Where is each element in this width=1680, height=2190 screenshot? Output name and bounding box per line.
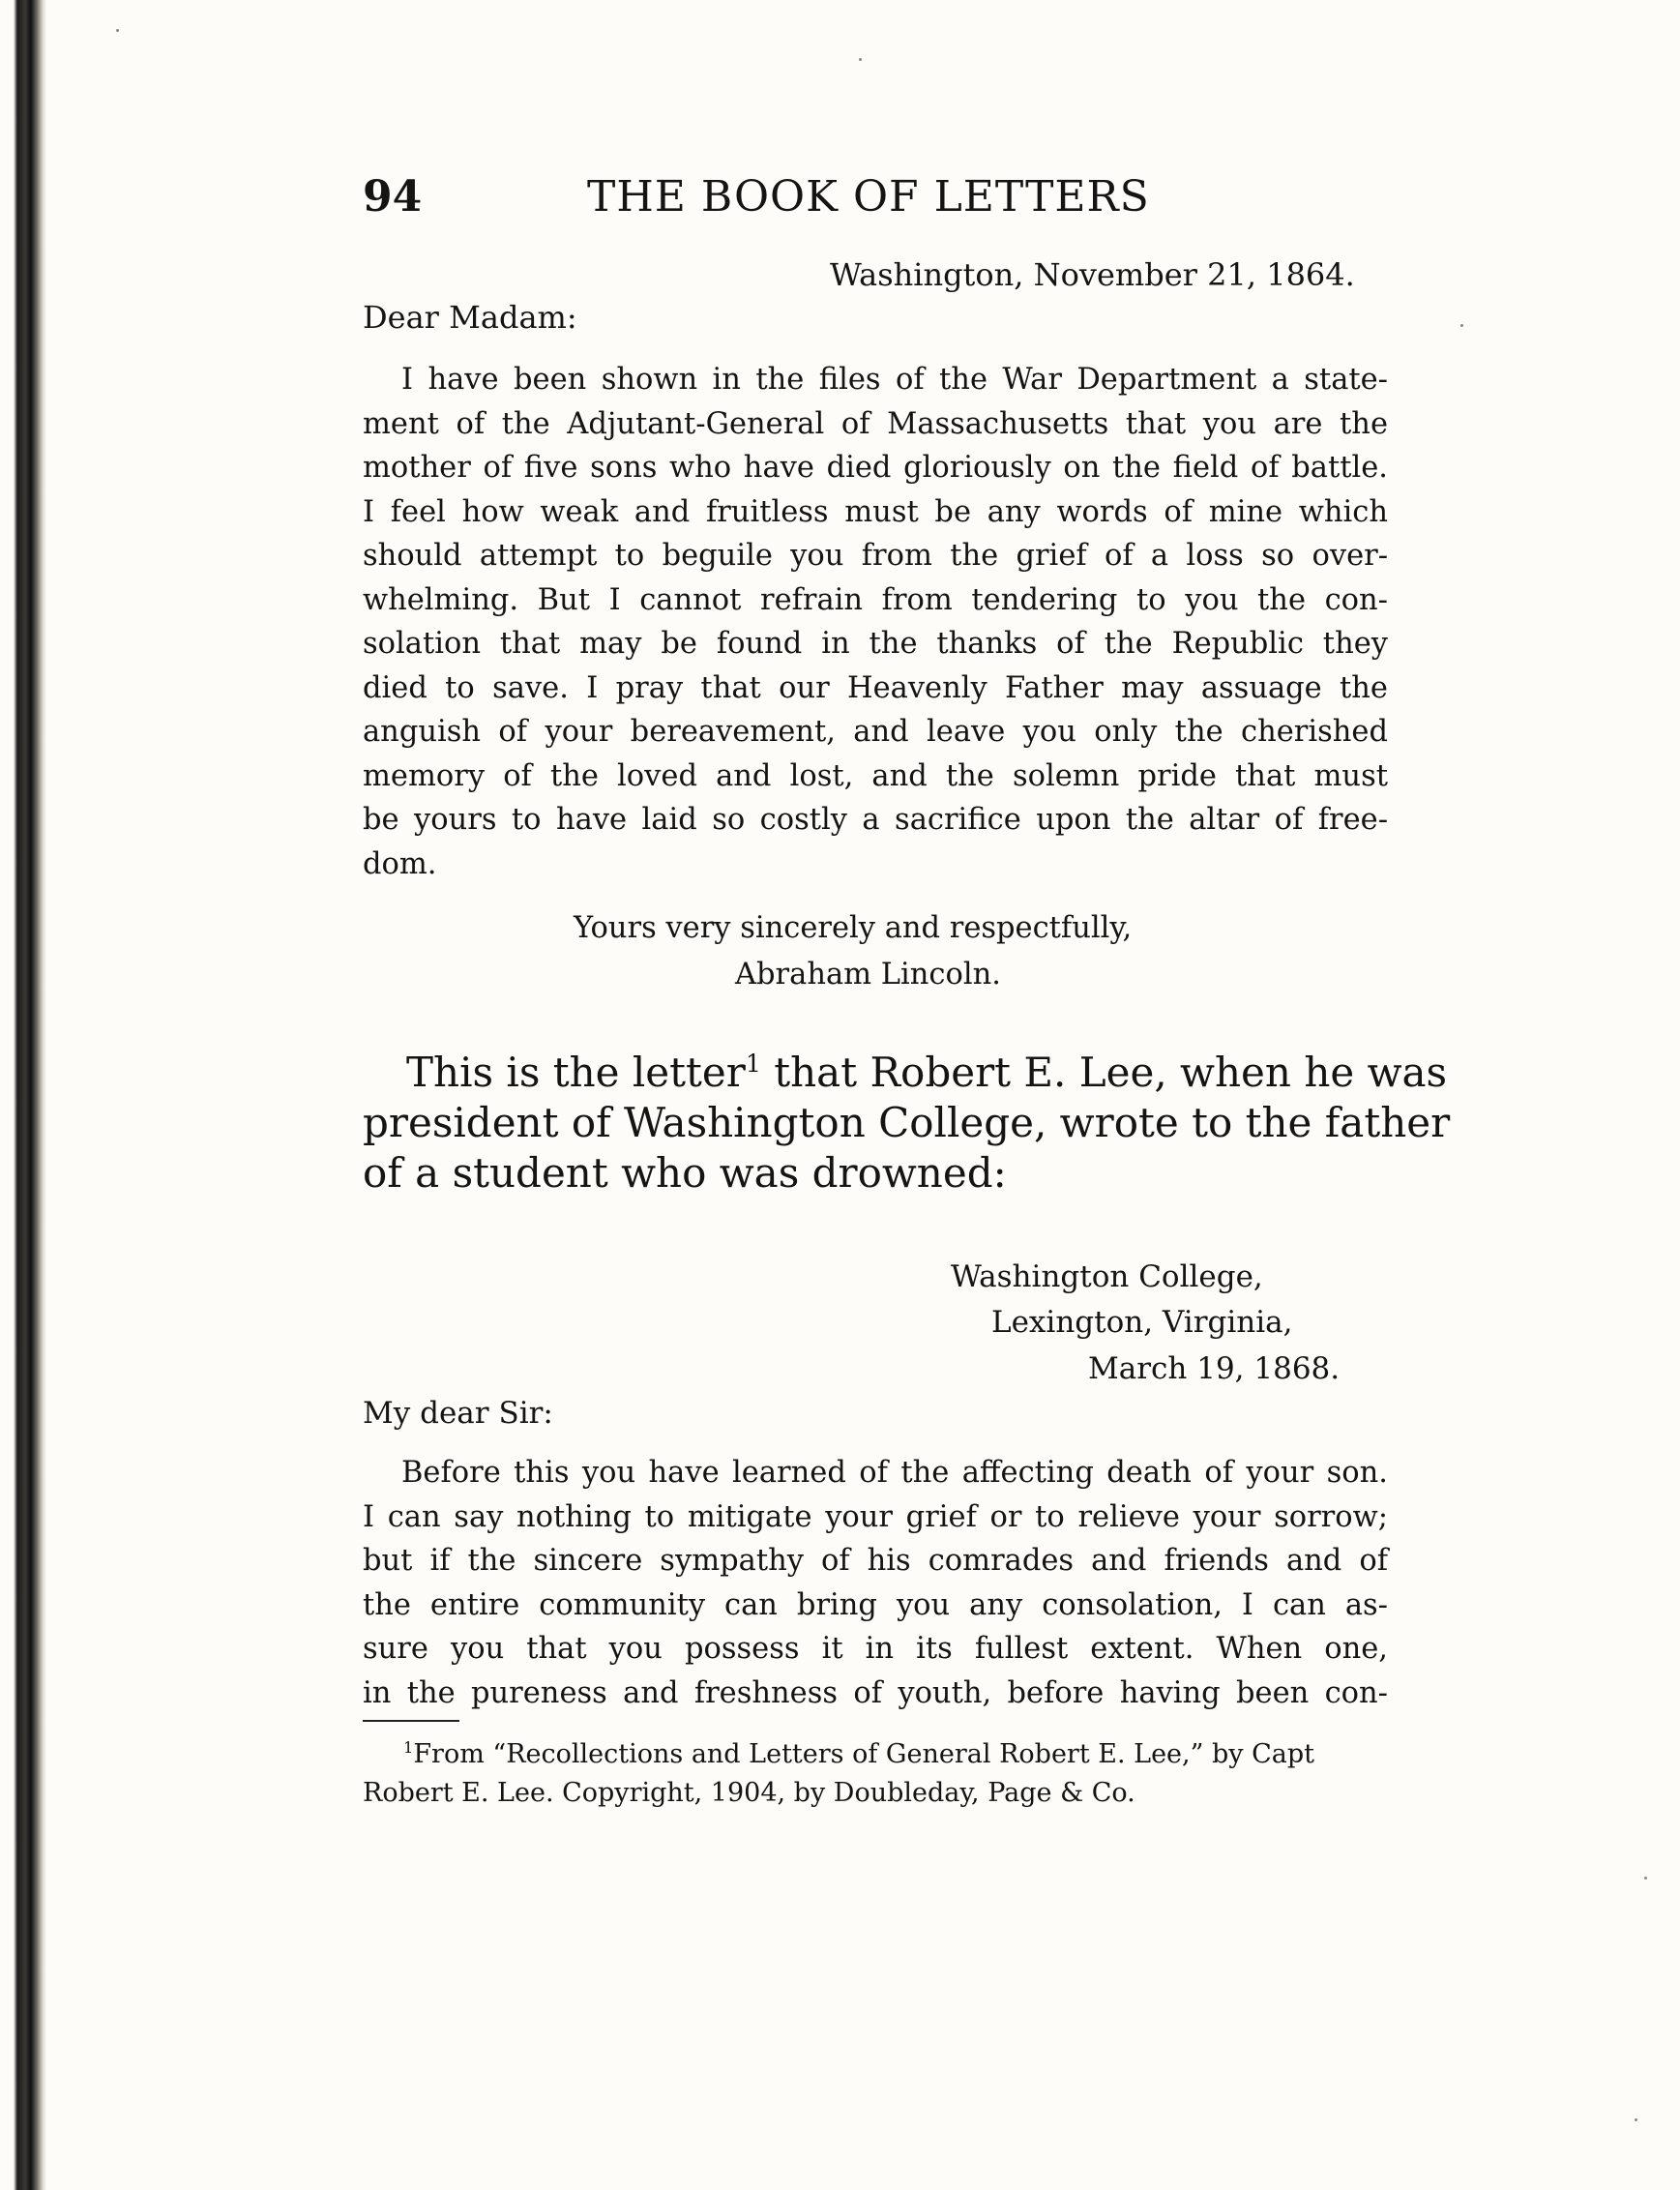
letter1-body-line: whelming. But I cannot refrain from tendering to you the con- <box>363 582 1388 617</box>
page-number: 94 <box>363 172 423 222</box>
scan-speck <box>116 29 119 32</box>
scan-speck <box>1644 1877 1647 1879</box>
footnote-mark: 1 <box>403 1738 414 1757</box>
running-title: THE BOOK OF LETTERS <box>587 172 1150 222</box>
intro-paragraph <box>363 1048 1451 1199</box>
footnote-line: Robert E. Lee. Copyright, 1904, by Doubleday, Page & Co. <box>363 1778 1135 1808</box>
footnote-text-line1: From “Recollections and Letters of General Robert E. Lee,” by Capt <box>413 1739 1314 1769</box>
letter2-address-line: Lexington, Virginia, <box>991 1305 1293 1340</box>
scan-speck <box>859 58 862 61</box>
letter2-salutation: My dear Sir: <box>363 1396 553 1431</box>
letter1-body-line: I have been shown in the files of the War Department a state- <box>401 363 1388 397</box>
intro-line1-end: that Robert E. Lee, when he was <box>760 1049 1448 1096</box>
letter1-salutation: Dear Madam: <box>363 299 577 336</box>
letter1-body-line: died to save. I pray that our Heavenly Father may assuage the <box>363 670 1388 705</box>
letter2-body-line: in the pureness and freshness of youth, before having been con- <box>363 1675 1388 1710</box>
footnote <box>363 1735 1388 1813</box>
letter1-body-line: should attempt to beguile you from the grief of a loss so over- <box>363 539 1388 573</box>
scan-speck <box>1635 2118 1637 2121</box>
letter1-signature: Abraham Lincoln. <box>735 958 1001 991</box>
letter1-body-line: dom. <box>363 846 437 881</box>
letter1-closing: Yours very sincerely and respectfully, <box>574 911 1133 945</box>
intro-line: of a student who was drowned: <box>363 1149 1007 1197</box>
intro-line <box>363 1048 1448 1098</box>
letter1-body-line: solation that may be found in the thanks of the Republic they <box>363 627 1388 661</box>
scan-speck <box>1460 324 1463 327</box>
letter1-body-line: anguish of your bereavement, and leave you only the cherished <box>363 715 1388 749</box>
letter1-body-line: I feel how weak and fruitless must be any words of mine which <box>363 494 1388 529</box>
intro-line1-start: This is the letter <box>406 1049 746 1096</box>
footnote-reference: 1 <box>745 1050 761 1078</box>
letter1-dateline: Washington, November 21, 1864. <box>830 256 1355 293</box>
letter1-body-line: ment of the Adjutant-General of Massachusetts that you are the <box>363 406 1388 441</box>
letter1-body-line: mother of five sons who have died gloriously on the field of battle. <box>363 451 1388 485</box>
letter2-body-line: the entire community can bring you any consolation, I can as- <box>363 1587 1388 1622</box>
intro-line: president of Washington College, wrote to the father <box>363 1099 1451 1146</box>
footnote-rule <box>363 1720 459 1722</box>
letter1-body <box>363 358 1388 886</box>
footnote-line <box>363 1735 1388 1774</box>
letter1-body-line: memory of the loved and lost, and the solemn pride that must <box>363 758 1388 793</box>
letter2-body-line: but if the sincere sympathy of his comrades and friends and of <box>363 1544 1388 1578</box>
letter2-address-line: Washington College, <box>951 1259 1263 1294</box>
letter2-body-line: I can say nothing to mitigate your grief or to relieve your sorrow; <box>363 1499 1388 1534</box>
letter2-body <box>363 1451 1388 1715</box>
letter1-body-line: be yours to have laid so costly a sacrifice upon the altar of free- <box>363 803 1388 837</box>
letter2-body-line: Before this you have learned of the affecting death of your son. <box>401 1456 1388 1490</box>
letter2-date: March 19, 1868. <box>1088 1351 1341 1386</box>
page-header <box>363 172 1359 240</box>
letter2-body-line: sure you that you possess it in its fullest extent. When one, <box>363 1632 1388 1666</box>
book-binding-edge <box>0 0 46 2190</box>
